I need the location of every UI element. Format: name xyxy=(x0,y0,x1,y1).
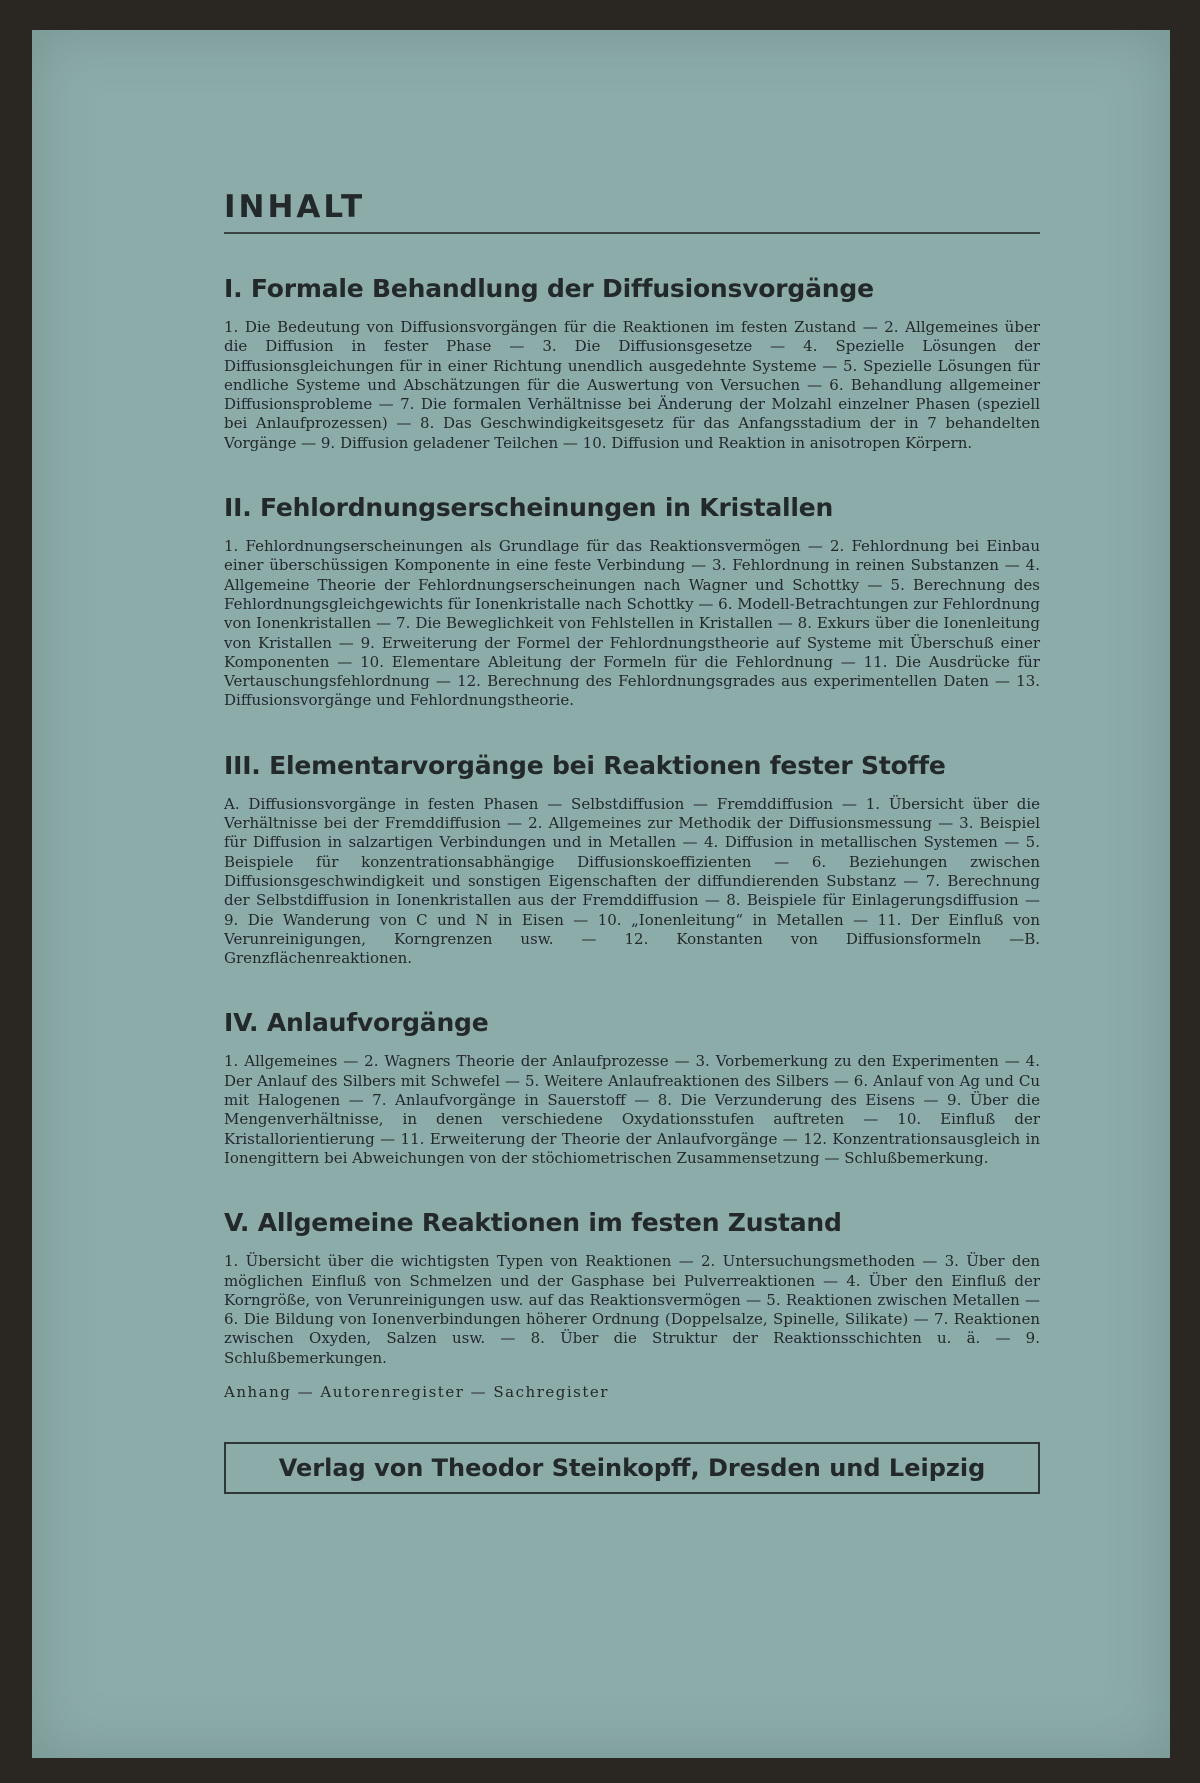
section-heading: II. Fehlordnungserscheinungen in Kristallen xyxy=(224,493,834,523)
section-body: 1. Übersicht über die wichtigsten Typen von Reaktionen — 2. Untersuchungsmethoden — 3. Über den möglichen Einfluß von Schmelzen und der Gasphase bei Pulverreaktionen — 4. Über den Einfluß der Korngröße, von Verunreinigungen usw. auf das Reaktionsvermögen — 5. Reaktionen zwischen Metallen — 6. Die Bildung von Ionenverbindungen höherer Ordnung (Doppelsalze, Spinelle, Silikate) — 7. Reaktionen zwischen Oxyden, Salzen usw. — 8. Über die Struktur der Reaktionsschichten u. ä. — 9. Schlußbemerkungen. xyxy=(224,1252,1040,1367)
section-body: A. Diffusionsvorgänge in festen Phasen — Selbstdiffusion — Fremddiffusion — 1. Übersicht über die Verhältnisse bei der Fremddiffusion — 2. Allgemeines zur Methodik der Diffusionsmessung — 3. Beispiel für Diffusion in salzartigen Verbindungen und in Metallen — 4. Diffusion in metallischen Systemen — 5. Beispiele für konzentrationsabhängige Diffusionskoeffizienten — 6. Beziehungen zwischen Diffusionsgeschwindigkeit und sonstigen Eigenschaften der diffundierenden Substanz — 7. Berechnung der Selbstdiffusion in Ionenkristallen aus der Fremddiffusion — 8. Beispiele für Einlagerungsdiffusion — 9. Die Wanderung von C und N in Eisen — 10. „Ionenleitung“ in Metallen — 11. Der Einfluß von Verunreinigungen, Korngrenzen usw. — 12. Konstanten von Diffusionsformeln —B. Grenzflächenreaktionen. xyxy=(224,794,1040,968)
section-2 xyxy=(224,493,1040,711)
document-page xyxy=(32,30,1170,1758)
table-of-contents xyxy=(224,188,1040,1494)
section-heading: IV. Anlaufvorgänge xyxy=(224,1008,489,1038)
section-body: 1. Die Bedeutung von Diffusionsvorgängen für die Reaktionen im festen Zustand — 2. Allgemeines über die Diffusion in fester Phase — 3. Die Diffusionsgesetze — 4. Spezielle Lösungen der Diffusionsgleichungen für in einer Richtung unendlich ausgedehnte Systeme — 5. Spezielle Lösungen für endliche Systeme und Abschätzungen für die Auswertung von Versuchen — 6. Behandlung allgemeiner Diffusionsprobleme — 7. Die formalen Verhältnisse bei Änderung der Molzahl einzelner Phasen (speziell bei Anlaufprozessen) — 8. Das Geschwindigkeitsgesetz für das Anfangsstadium der in 7 behandelten Vorgänge — 9. Diffusion geladener Teilchen — 10. Diffusion und Reaktion in anisotropen Körpern. xyxy=(224,318,1040,452)
section-5 xyxy=(224,1208,1040,1402)
section-heading: V. Allgemeine Reaktionen im festen Zustand xyxy=(224,1208,842,1238)
appendix-line: Anhang — Autorenregister — Sachregister xyxy=(224,1382,609,1401)
publisher-imprint: Verlag von Theodor Steinkopff, Dresden und Leipzig xyxy=(278,1453,986,1482)
section-body: 1. Fehlordnungserscheinungen als Grundlage für das Reaktionsvermögen — 2. Fehlordnung bei Einbau einer überschüssigen Komponente in eine feste Verbindung — 3. Fehlordnung in reinen Substanzen — 4. Allgemeine Theorie der Fehlordnungserscheinungen nach Wagner und Schottky — 5. Berechnung des Fehlordnungsgleichgewichts für Ionenkristalle nach Schottky — 6. Modell-Betrachtungen zur Fehlordnung von Ionenkristallen — 7. Die Beweglichkeit von Fehlstellen in Kristallen — 8. Exkurs über die Ionenleitung von Kristallen — 9. Erweiterung der Formel der Fehlordnungstheorie auf Systeme mit Überschuß einer Komponenten — 10. Elementare Ableitung der Formeln für die Fehlordnung — 11. Die Ausdrücke für Vertauschungsfehlordnung — 12. Berechnung des Fehlordnungsgrades aus experimentellen Daten — 13. Diffusionsvorgänge und Fehlordnungstheorie. xyxy=(224,537,1040,710)
section-4 xyxy=(224,1008,1040,1168)
section-heading: III. Elementarvorgänge bei Reaktionen fester Stoffe xyxy=(224,750,946,780)
section-1 xyxy=(224,274,1040,453)
section-heading: I. Formale Behandlung der Diffusionsvorgänge xyxy=(224,274,874,303)
section-3 xyxy=(224,751,1040,969)
publisher-box xyxy=(224,1442,1040,1494)
section-body: 1. Allgemeines — 2. Wagners Theorie der Anlaufprozesse — 3. Vorbemerkung zu den Experimenten — 4. Der Anlauf des Silbers mit Schwefel — 5. Weitere Anlaufreaktionen des Silbers — 6. Anlauf von Ag und Cu mit Halogenen — 7. Anlaufvorgänge in Sauerstoff — 8. Die Verzunderung des Eisens — 9. Über die Mengenverhältnisse, in denen verschiedene Oxydationsstufen auftreten — 10. Einfluß der Kristallorientierung — 11. Erweiterung der Theorie der Anlaufvorgänge — 12. Konzentrationsausgleich in Ionengittern bei Abweichungen von der stöchiometrischen Zusammensetzung — Schlußbemerkung. xyxy=(224,1052,1040,1167)
page-title: INHALT xyxy=(224,188,1040,234)
